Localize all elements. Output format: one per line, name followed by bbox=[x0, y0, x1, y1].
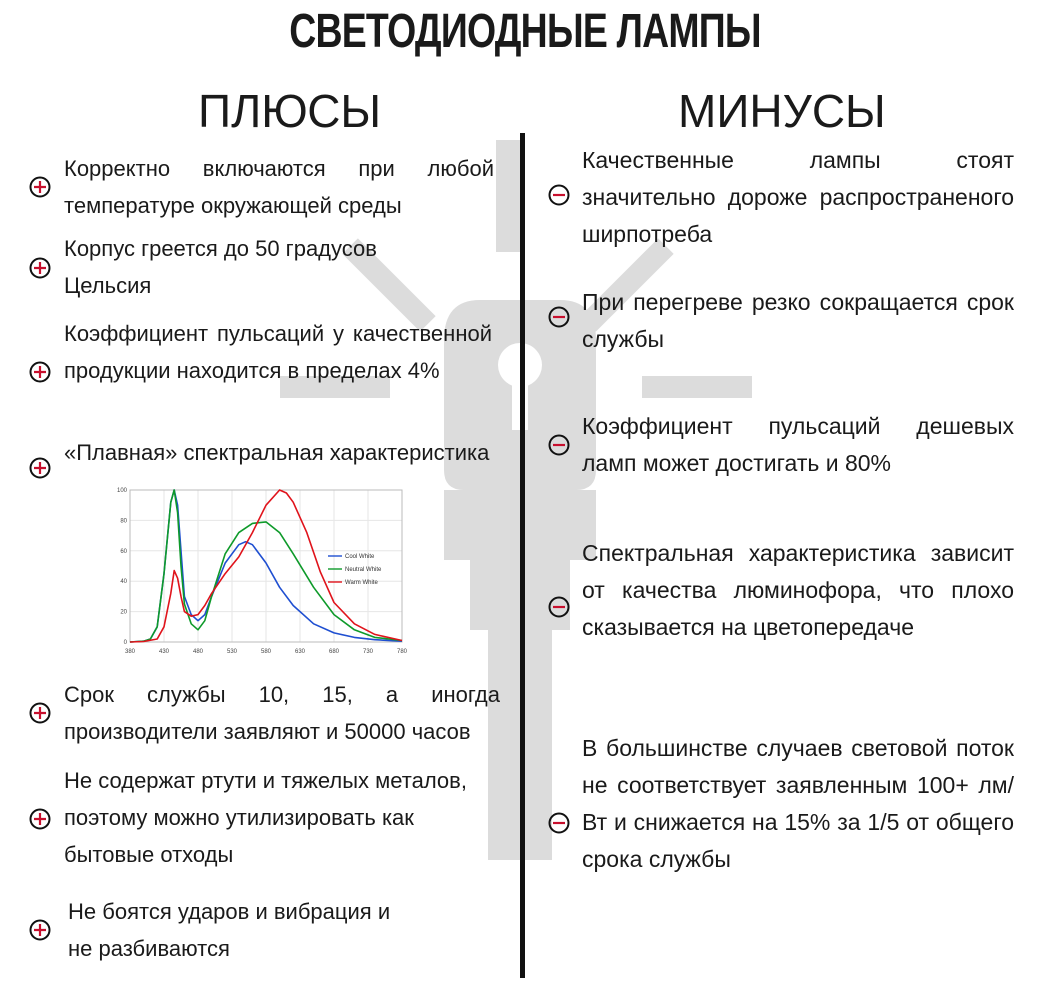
plus-icon bbox=[29, 176, 51, 198]
minus-icon bbox=[548, 306, 570, 328]
plus-icon bbox=[29, 919, 51, 941]
cons-item: Коэффициент пульсаций дешевых ламп может достигать и 80% bbox=[582, 413, 1014, 476]
y-tick-label: 20 bbox=[120, 609, 127, 616]
x-tick-label: 380 bbox=[124, 649, 136, 655]
pros-item: Корпус греется до 50 градусов Цельсия bbox=[64, 236, 377, 298]
y-tick-label: 0 bbox=[123, 640, 127, 646]
y-tick-label: 60 bbox=[120, 548, 127, 555]
pros-item: «Плавная» спектральная характеристика bbox=[64, 440, 490, 465]
minus-icon bbox=[548, 184, 570, 206]
x-tick-label: 580 bbox=[260, 649, 272, 655]
spectrum-chart bbox=[112, 484, 412, 664]
legend-label: Neutral White bbox=[345, 567, 382, 573]
plus-icon bbox=[29, 257, 51, 279]
y-tick-label: 40 bbox=[120, 579, 127, 586]
minus-icon bbox=[548, 434, 570, 456]
page-title: СВЕТОДИОДНЫЕ ЛАМПЫ bbox=[289, 5, 761, 58]
legend-label: Cool White bbox=[345, 554, 375, 560]
pros-item: Корректно включаются при любой температуре окружающей среды bbox=[64, 156, 494, 218]
plus-icon bbox=[29, 457, 51, 479]
column-divider bbox=[520, 133, 525, 978]
legend-label: Warm White bbox=[345, 580, 378, 586]
pros-item: Срок службы 10, 15, а иногда производители заявляют и 50000 часов bbox=[64, 682, 500, 744]
plus-icon bbox=[29, 702, 51, 724]
minus-icon bbox=[548, 812, 570, 834]
cons-item: При перегреве резко сокращается срок службы bbox=[582, 289, 1014, 352]
pros-item: Не боятся ударов и вибрация и не разбиваются bbox=[68, 899, 391, 961]
x-tick-label: 630 bbox=[294, 649, 306, 655]
plus-icon bbox=[29, 361, 51, 383]
pros-item: Не содержат ртути и тяжелых металов, поэтому можно утилизировать как бытовые отходы bbox=[64, 768, 467, 867]
cons-item: Качественные лампы стоят значительно дороже распространеного ширпотреба bbox=[582, 147, 1014, 247]
x-tick-label: 730 bbox=[362, 649, 374, 655]
y-tick-label: 100 bbox=[116, 488, 127, 494]
x-tick-label: 780 bbox=[396, 649, 408, 655]
minus-icon bbox=[548, 596, 570, 618]
y-tick-label: 80 bbox=[120, 518, 127, 525]
x-tick-label: 680 bbox=[328, 649, 340, 655]
x-tick-label: 430 bbox=[158, 649, 170, 655]
cons-header: МИНУСЫ bbox=[678, 85, 886, 137]
x-tick-label: 480 bbox=[192, 649, 204, 655]
plus-icon bbox=[29, 808, 51, 830]
pros-header: ПЛЮСЫ bbox=[198, 85, 382, 137]
x-tick-label: 530 bbox=[226, 649, 238, 655]
cons-item: Спектральная характеристика зависит от качества люминофора, что плохо сказывается на цветопередаче bbox=[582, 540, 1014, 640]
cons-item: В большинстве случаев световой поток не соответствует заявленным 100+ лм/Вт и снижается на 15% за 1/5 от общего срока службы bbox=[582, 735, 1014, 872]
pros-item: Коэффициент пульсаций у качественной продукции находится в пределах 4% bbox=[64, 321, 492, 383]
